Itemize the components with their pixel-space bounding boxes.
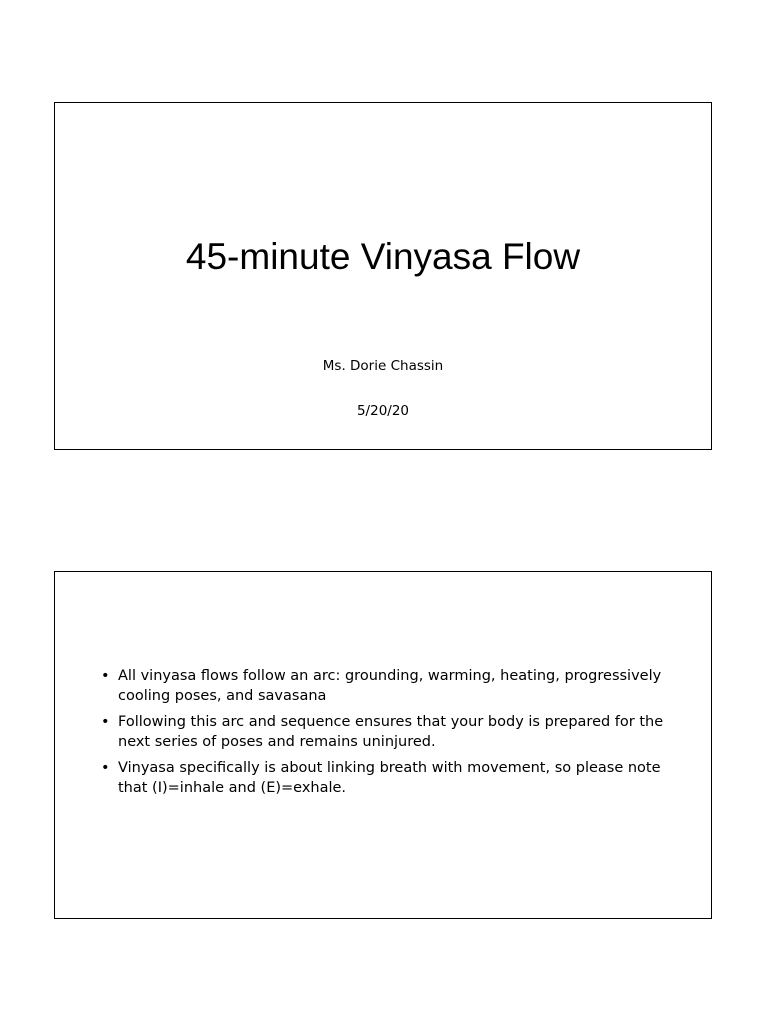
bullet-icon: •	[101, 714, 110, 730]
bullet-text: Vinyasa specifically is about linking breath with movement, so please note that (I)=inhale and (E)=exhale.	[118, 760, 661, 796]
bullet-item	[101, 759, 671, 798]
bullet-icon: •	[101, 760, 110, 776]
bullet-item	[101, 713, 671, 752]
bullet-item	[101, 667, 671, 706]
content-slide	[54, 571, 712, 919]
bullet-list	[101, 667, 671, 805]
bullet-text: Following this arc and sequence ensures that your body is prepared for the next series of poses and remains uninjured.	[118, 714, 664, 750]
bullet-icon: •	[101, 668, 110, 684]
bullet-text: All vinyasa flows follow an arc: grounding, warming, heating, progressively cooling poses, and savasana	[118, 668, 662, 704]
presenter-name: Ms. Dorie Chassin	[322, 358, 444, 374]
presentation-date: 5/20/20	[356, 403, 410, 419]
title-slide	[54, 102, 712, 450]
slide-title: 45-minute Vinyasa Flow	[185, 236, 581, 277]
